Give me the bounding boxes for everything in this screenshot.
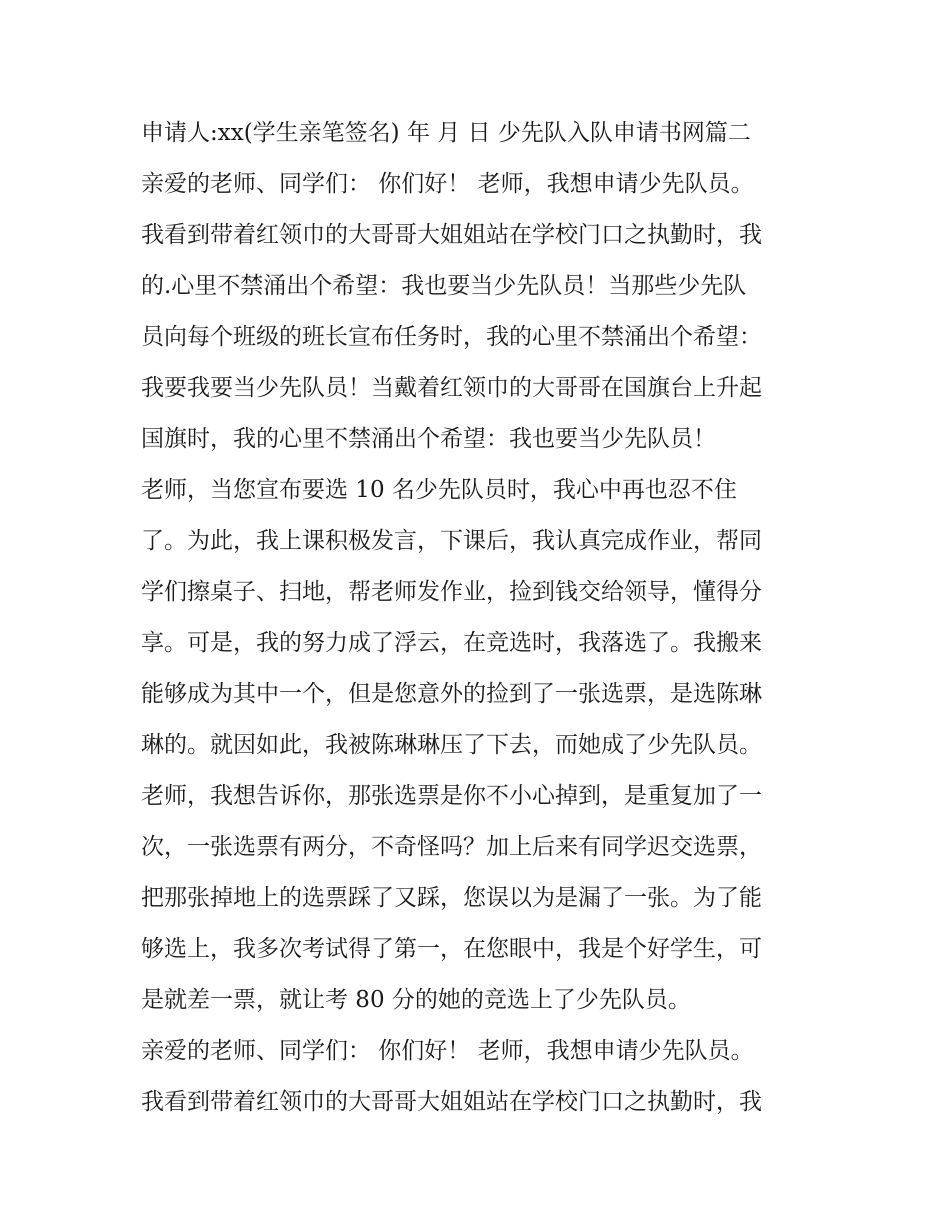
text-line: 亲爱的老师、同学们： 你们好！ 老师，我想申请少先队员。 bbox=[141, 1038, 754, 1064]
text-line: 老师，当您宣布要选 10 名少先队员时，我心中再也忍不住 bbox=[141, 477, 737, 503]
text-line: 亲爱的老师、同学们： 你们好！ 老师，我想申请少先队员。 bbox=[141, 171, 754, 197]
text-line: 能够成为其中一个，但是您意外的捡到了一张选票，是选陈琳 bbox=[141, 681, 762, 707]
text-line: 享。可是，我的努力成了浮云，在竞选时，我落选了。我搬来 bbox=[141, 630, 762, 656]
text-line: 申请人:xx(学生亲笔签名) 年 月 日 少先队入队申请书网篇二 bbox=[141, 120, 751, 146]
text-line: 次，一张选票有两分，不奇怪吗？加上后来有同学迟交选票， bbox=[141, 834, 762, 860]
text-line: 把那张掉地上的选票踩了又踩，您误以为是漏了一张。为了能 bbox=[141, 885, 762, 911]
text-line: 员向每个班级的班长宣布任务时，我的心里不禁涌出个希望： bbox=[141, 324, 762, 350]
text-line: 够选上，我多次考试得了第一，在您眼中，我是个好学生，可 bbox=[141, 936, 762, 962]
text-line: 我看到带着红领巾的大哥哥大姐姐站在学校门口之执勤时，我 bbox=[141, 222, 762, 248]
text-line: 我要我要当少先队员！当戴着红领巾的大哥哥在国旗台上升起 bbox=[141, 375, 762, 401]
text-line: 琳的。就因如此，我被陈琳琳压了下去，而她成了少先队员。 bbox=[141, 732, 762, 758]
document-body bbox=[141, 108, 831, 1128]
text-line: 老师，我想告诉你，那张选票是你不小心掉到，是重复加了一 bbox=[141, 783, 762, 809]
text-line: 国旗时，我的心里不禁涌出个希望：我也要当少先队员！ bbox=[141, 426, 716, 452]
text-line: 我看到带着红领巾的大哥哥大姐姐站在学校门口之执勤时，我 bbox=[141, 1089, 762, 1115]
text-line: 了。为此，我上课积极发言，下课后，我认真完成作业，帮同 bbox=[141, 528, 762, 554]
text-line: 的.心里不禁涌出个希望：我也要当少先队员！当那些少先队 bbox=[141, 273, 747, 299]
text-line: 学们擦桌子、扫地，帮老师发作业，捡到钱交给领导，懂得分 bbox=[141, 579, 762, 605]
text-line: 是就差一票，就让考 80 分的她的竞选上了少先队员。 bbox=[141, 987, 691, 1013]
